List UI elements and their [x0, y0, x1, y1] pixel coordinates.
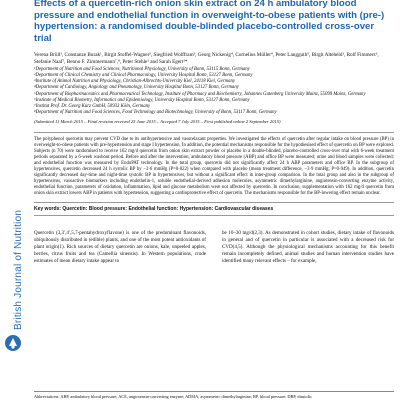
journal-spine [0, 0, 27, 400]
affiliation-list [34, 67, 394, 116]
abstract-text: The polyphenol quercetin may prevent CVD due to its antihypertensive and vasorelaxant properties. We investigated the effects of quercetin after regular intake on blood pressure (BP) in overweight-to-obese patients with pre-hypertension and stage I hypertension. In addition, the potential mechanisms responsible for the hypothesised effect of quercetin on BP were explored. Subjects (n 70) were randomised to receive 162 mg/d quercetin from onion skin extract powder or placebo in a double-blinded, placebo-controlled cross-over trial with 6-week treatment periods separated by a 6-week washout period. Before and after the intervention, ambulatory blood pressure (ABP) and office BP were measured; urine and blood samples were collected; and endothelial function was measured by EndoPAT technology. In the total group, quercetin did not significantly affect 24 h ABP parameters and office BP. In the subgroup of hypertensives, quercetin decreased 24 h systolic BP by −3·6 mmHg (P=0·022) when compared with placebo (mean treatment difference, −3·9 mmHg; P=0·049). In addition, quercetin significantly decreased day-time and night-time systolic BP in hypertensives, but without a significant effect in inter-group comparison. In the total group and also in the subgroup of hypertensives, vasoactive biomarkers including endothelin-1, soluble endothelial-derived adhesion molecules, asymmetric dimethylarginine, angiotensin-converting enzyme activity, endothelial function, parameters of oxidation, inflammation, lipid and glucose metabolism were not affected by quercetin. In conclusion, supplementation with 162 mg/d quercetin from onion skin extract lowers ABP in patients with hypertension, suggesting a cardioprotective effect of quercetin. The mechanisms responsible for the BP-lowering effect remain unclear. [34, 136, 394, 197]
affiliation-item: ⁷Institut Prof. Dr. Georg Kurz GmbH, 50933 Köln, Germany [34, 103, 151, 109]
journal-logo-icon [4, 334, 22, 352]
affiliation-item: ²Department of Clinical Chemistry and Clinical Pharmacology, University Hospital Bonn, 53127 Bonn, Germany [34, 73, 253, 79]
affiliation-item: ¹Department of Nutrition and Food Sciences, Nutritional Physiology, University of Bonn, 53115 Bonn, Germany [34, 67, 250, 73]
affiliation-item: ⁶Institute of Medical Biometry, Informatics and Epidemiology, University Hospital Bonn, 53127 Bonn, Germany [34, 97, 250, 103]
abstract-section [34, 132, 394, 197]
keywords-row [34, 202, 394, 216]
affiliation-item: ⁵Department of Biopharmaceutics and Pharmaceutical Technology, Institute of Pharmacy and Biochemistry, Johannes Gutenberg University Mainz, 55099 Mainz, Germany [34, 91, 366, 97]
body-columns [34, 230, 394, 265]
article-page [34, 0, 394, 400]
author-list: Verena Brüll¹, Constanze Burak¹, Birgit Stoffel-Wagner², Siegfried Wolffram³, Georg Nickenig⁴, Cornelius Müller⁴, Peter Langguth⁵, Birgit Alteheld¹, Rolf Fimmers⁶, Stefanie Naaf⁷, Benno F. Zimmermann⁷,⁸, Peter Stehle¹ and Sarah Egert¹* [34, 52, 379, 65]
affiliation-item: ³Institute of Animal Nutrition and Physiology, Christian-Albrechts-University Kiel, 24118 Kiel, Germany [34, 79, 236, 85]
affiliation-item: ⁴Department of Cardiology, Angiology and Pneumology, University Hospital Bonn, 53127 Bonn, Germany [34, 85, 239, 91]
affiliation-item: ⁸Department of Nutrition and Food Sciences, Food Technology and Biotechnology, University of Bonn, 53117 Bonn, Germany [34, 109, 277, 115]
journal-name: British Journal of Nutrition [13, 209, 24, 330]
article-title: Effects of a quercetin-rich onion skin extract on 24 h ambulatory blood pressure and endothelial function in overweight-to-obese patients with (pre-) hypertension: a randomised double-blinded placebo-controlled cross-over trial [34, 0, 385, 44]
body-column-left: Quercetin (3,3′,4′,5,7-pentahydroxyflavone) is one of the predominant flavonoids, ubiquitously distributed in (edible) plants, and one of the most potent antioxidants of plant origin(1). Rich sources of dietary quercetin are onions, kale, unpeeled apples, berries, citrus fruits and tea (Camellia sinensis). In Western populations, crude estimates of mean dietary intake appear to [34, 230, 206, 265]
body-column-right: be 10–30 mg/d(2,3). As demonstrated in cohort studies, dietary intake of flavonoids in general and of quercetin in particular is associated with a decreased risk for CVD(4,5). Although the physiological mechanisms accounting for this benefit remain incompletely defined, animal studies and human intervention studies have identified many relevant effects – for example, [222, 230, 394, 265]
submission-history: (Submitted 11 March 2015 – Final revision received 25 June 2015 – Accepted 7 July 2015 – First published online 2 September 2015) [34, 118, 281, 124]
keywords-label: Key words: [34, 206, 61, 213]
abbreviations-footnote: Abbreviations: ABP, ambulatory blood pressure; ACE, angiotensin-converting enzyme; ADMA, asymmetric dimethylarginine; BP, blood pressure; DBP, diastolic [34, 391, 394, 399]
keywords-list: Quercetin: Blood pressure: Endothelial function: Hypertension: Cardiovascular diseases [62, 206, 274, 213]
